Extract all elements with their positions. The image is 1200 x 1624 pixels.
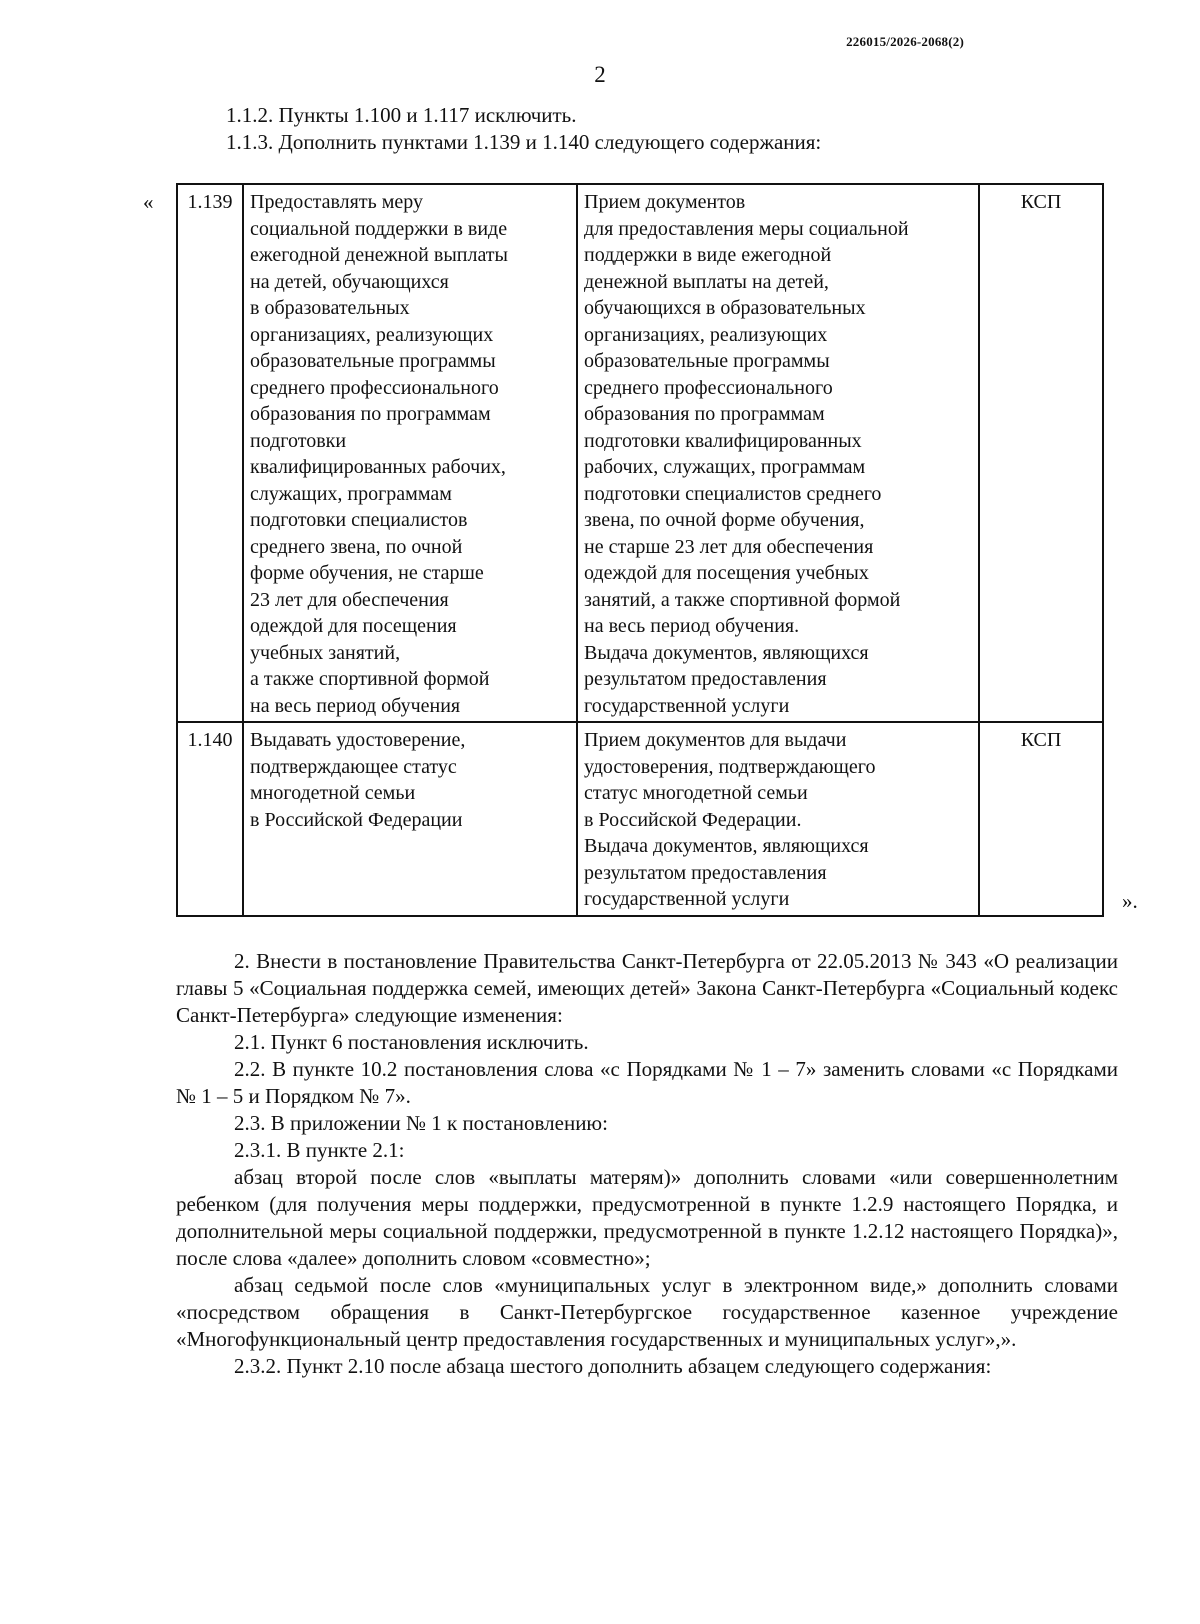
cell-line: одеждой для посещения учебных	[584, 562, 869, 584]
cell-line: подготовки	[250, 429, 347, 452]
cell-line: служащих, программам	[250, 482, 452, 505]
intro-line-1: 1.1.2. Пункты 1.100 и 1.117 исключить.	[226, 103, 577, 127]
cell-line: Прием документов	[584, 191, 746, 213]
paragraph: 2.3. В приложении № 1 к постановлению:	[234, 1111, 608, 1135]
cell-line: государственной услуги	[584, 888, 790, 910]
cell-line: на весь период обучения	[250, 694, 461, 717]
row-organization: КСП	[979, 184, 1103, 722]
table-quote-close: ».	[1122, 889, 1138, 913]
cell-line: Прием документов для выдачи	[584, 729, 847, 751]
table-row	[177, 722, 1103, 916]
row-action	[243, 722, 577, 916]
paragraph: абзац седьмой после слов «муниципальных услуг в электронном виде,» дополнить словами «посредством обращения в Санкт-Петербургское государственное казенное учреждение «Многофункциональный центр предоставления государственных и муниципальных услуг»,».	[176, 1273, 1118, 1351]
cell-line: государственной услуги	[584, 694, 790, 717]
cell-line: среднего профессионального	[250, 376, 499, 399]
cell-line: занятий, а также спортивной формой	[584, 588, 901, 611]
cell-line: Выдавать удостоверение,	[250, 729, 466, 751]
cell-line: результатом предоставления	[584, 668, 827, 690]
cell-line: 23 лет для обеспечения	[250, 588, 449, 611]
cell-line: образования по программам	[584, 403, 825, 425]
cell-line: подготовки специалистов	[250, 509, 468, 531]
cell-line: образования по программам	[250, 403, 491, 425]
cell-line: подготовки специалистов среднего	[584, 482, 882, 505]
row-number: 1.139	[177, 184, 243, 722]
cell-line: денежной выплаты на детей,	[584, 270, 829, 293]
cell-line: подготовки квалифицированных	[584, 429, 862, 452]
paragraph: 2.1. Пункт 6 постановления исключить.	[234, 1030, 589, 1054]
cell-line: организациях, реализующих	[250, 323, 494, 346]
cell-line: поддержки в виде ежегодной	[584, 244, 832, 266]
paragraph: 2. Внести в постановление Правительства Санкт-Петербурга от 22.05.2013 № 343 «О реализации главы 5 «Социальная поддержка семей, имеющих детей» Закона Санкт-Петербурга «Социальный кодекс Санкт-Петербурга» следующие изменения:	[176, 949, 1118, 1027]
table-quote-open: «	[143, 190, 154, 214]
cell-line: среднего звена, по очной	[250, 535, 463, 558]
cell-line: не старше 23 лет для обеспечения	[584, 535, 874, 558]
cell-line: Выдача документов, являющихся	[584, 641, 869, 664]
cell-line: а также спортивной формой	[250, 668, 490, 690]
cell-line: форме обучения, не старше	[250, 562, 484, 584]
cell-line: рабочих, служащих, программам	[584, 456, 866, 478]
intro-block	[226, 102, 821, 156]
document-number: 226015/2026-2068(2)	[846, 34, 964, 49]
cell-line: на весь период обучения.	[584, 615, 800, 637]
body-text	[176, 948, 1118, 1380]
row-service	[577, 184, 979, 722]
paragraph: 2.3.2. Пункт 2.10 после абзаца шестого дополнить абзацем следующего содержания:	[234, 1354, 992, 1378]
cell-line: в Российской Федерации.	[584, 808, 802, 831]
row-service	[577, 722, 979, 916]
cell-line: результатом предоставления	[584, 861, 827, 884]
cell-line: Выдача документов, являющихся	[584, 835, 869, 857]
table-row	[177, 184, 1103, 722]
cell-line: для предоставления меры социальной	[584, 217, 909, 240]
paragraph: 2.2. В пункте 10.2 постановления слова «с Порядками № 1 – 7» заменить словами «с Порядками № 1 – 5 и Порядком № 7».	[176, 1057, 1118, 1108]
cell-line: удостоверения, подтверждающего	[584, 755, 876, 778]
page-number: 2	[594, 62, 606, 87]
amendment-table	[176, 183, 1104, 917]
cell-line: подтверждающее статус	[250, 755, 457, 778]
cell-line: среднего профессионального	[584, 376, 833, 399]
cell-line: образовательные программы	[584, 350, 830, 372]
row-organization: КСП	[979, 722, 1103, 916]
cell-line: образовательные программы	[250, 350, 496, 372]
cell-line: квалифицированных рабочих,	[250, 456, 506, 478]
cell-line: Предоставлять меру	[250, 191, 423, 213]
cell-line: одеждой для посещения	[250, 615, 457, 637]
row-action	[243, 184, 577, 722]
row-number: 1.140	[177, 722, 243, 916]
cell-line: в Российской Федерации	[250, 808, 463, 831]
cell-line: ежегодной денежной выплаты	[250, 244, 508, 266]
intro-line-2: 1.1.3. Дополнить пунктами 1.139 и 1.140 следующего содержания:	[226, 130, 822, 154]
paragraph: абзац второй после слов «выплаты матерям)» дополнить словами «или совершеннолетним ребенком (для получения меры поддержки, предусмотренной в пункте 1.2.9 настоящего Порядка, и дополнительной меры социальной поддержки, предусмотренной в пункте 1.2.12 настоящего Порядка)», после слова «далее» дополнить словом «совместно»;	[176, 1165, 1118, 1270]
cell-line: в образовательных	[250, 297, 410, 319]
cell-line: организациях, реализующих	[584, 323, 828, 346]
cell-line: статус многодетной семьи	[584, 782, 808, 804]
cell-line: социальной поддержки в виде	[250, 217, 508, 240]
cell-line: учебных занятий,	[250, 641, 401, 664]
cell-line: звена, по очной форме обучения,	[584, 509, 865, 531]
cell-line: обучающихся в образовательных	[584, 297, 866, 319]
cell-line: многодетной семьи	[250, 782, 416, 804]
paragraph: 2.3.1. В пункте 2.1:	[234, 1138, 405, 1162]
cell-line: на детей, обучающихся	[250, 270, 449, 293]
